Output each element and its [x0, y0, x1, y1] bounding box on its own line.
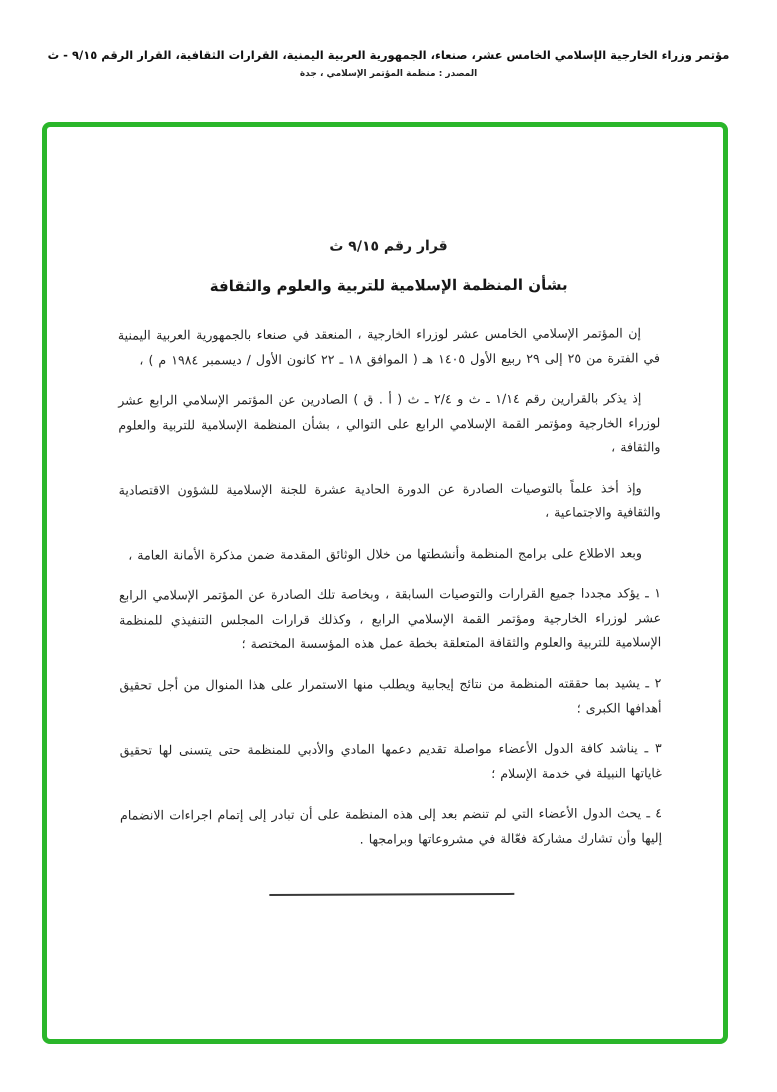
operative-clause: ٢ ـ يشيد بما حققته المنظمة من نتائج إيجابية ويطلب منها الاستمرار على هذا المنوال من أجل تحقيق أهدافها الكبرى ؛	[119, 675, 662, 716]
preamble-section	[118, 321, 661, 568]
scanned-page-frame	[42, 122, 728, 1044]
closing-divider	[269, 893, 514, 896]
preamble-paragraph: إن المؤتمر الإسلامي الخامس عشر لوزراء الخارجية ، المنعقد في صنعاء بالجمهورية العربية اليمنية في الفترة من ٢٥ إلى ٢٩ ربيع الأول ١٤٠٥ هـ ( الموافق ١٨ ـ ٢٢ كانون الأول / ديسمبر ١٩٨٤ م ) ،	[117, 325, 661, 368]
resolution-number-title: قرار رقم ٩/١٥ ث	[329, 238, 448, 255]
document-reference: مؤتمر وزراء الخارجية الإسلامي الخامس عشر، صنعاء، الجمهورية العربية اليمنية، القرارات الثقافية، القرار الرقم ٩/١٥ - ث	[47, 48, 730, 62]
operative-clause: ٤ ـ يحث الدول الأعضاء التي لم تنضم بعد إلى هذه المنظمة على أن تبادر إلى إتمام اجراءات الانضمام إليها وأن تشارك مشاركة فعّالة في مشروعاتها وبرامجها .	[119, 805, 663, 847]
preamble-paragraph: وبعد الاطلاع على برامج المنظمة وأنشطتها من خلال الوثائق المقدمة ضمن مذكرة الأمانة العامة ،	[128, 545, 642, 563]
operative-clause: ٣ ـ يناشد كافة الدول الأعضاء مواصلة تقديم دعمها المادي والأدبي للمنظمة حتى يتسنى لها تحقيق غاياتها النبيلة في خدمة الإسلام ؛	[119, 740, 662, 781]
preamble-paragraph: إذ يذكر بالقرارين رقم ١/١٤ ـ ث و ٢/٤ ـ ث ( أ . ق ) الصادرين عن المؤتمر الإسلامي الرابع عشر لوزراء الخارجية ومؤتمر القمة الإسلامي الرابع على التوالي ، بشأن المنظمة الإسلامية للتربية والعلوم والثقافة ،	[118, 390, 661, 455]
resolution-document	[47, 127, 726, 897]
document-source: المصدر : منظمة المؤتمر الإسلامي ، جدة	[299, 69, 478, 79]
catalogue-header	[20, 48, 757, 79]
preamble-paragraph: وإذ أخذ علماً بالتوصيات الصادرة عن الدورة الحادية عشرة للجنة الإسلامية للشؤون الاقتصادية والثقافية والاجتماعية ،	[118, 480, 661, 521]
operative-clause: ١ ـ يؤكد مجددا جميع القرارات والتوصيات السابقة ، وبخاصة تلك الصادرة عن المؤتمر الإسلامي الرابع عشر لوزراء الخارجية ومؤتمر القمة الإسلامي الرابع ، وكذلك قرارات المجلس التنفيذي للمنظمة الإسلامية للتربية والعلوم والثقافة المتعلقة بخطة عمل هذه المؤسسة المختصة ؛	[119, 585, 662, 652]
resolution-subject-title: بشأن المنظمة الإسلامية للتربية والعلوم والثقافة	[209, 275, 568, 296]
operative-section	[119, 582, 662, 853]
